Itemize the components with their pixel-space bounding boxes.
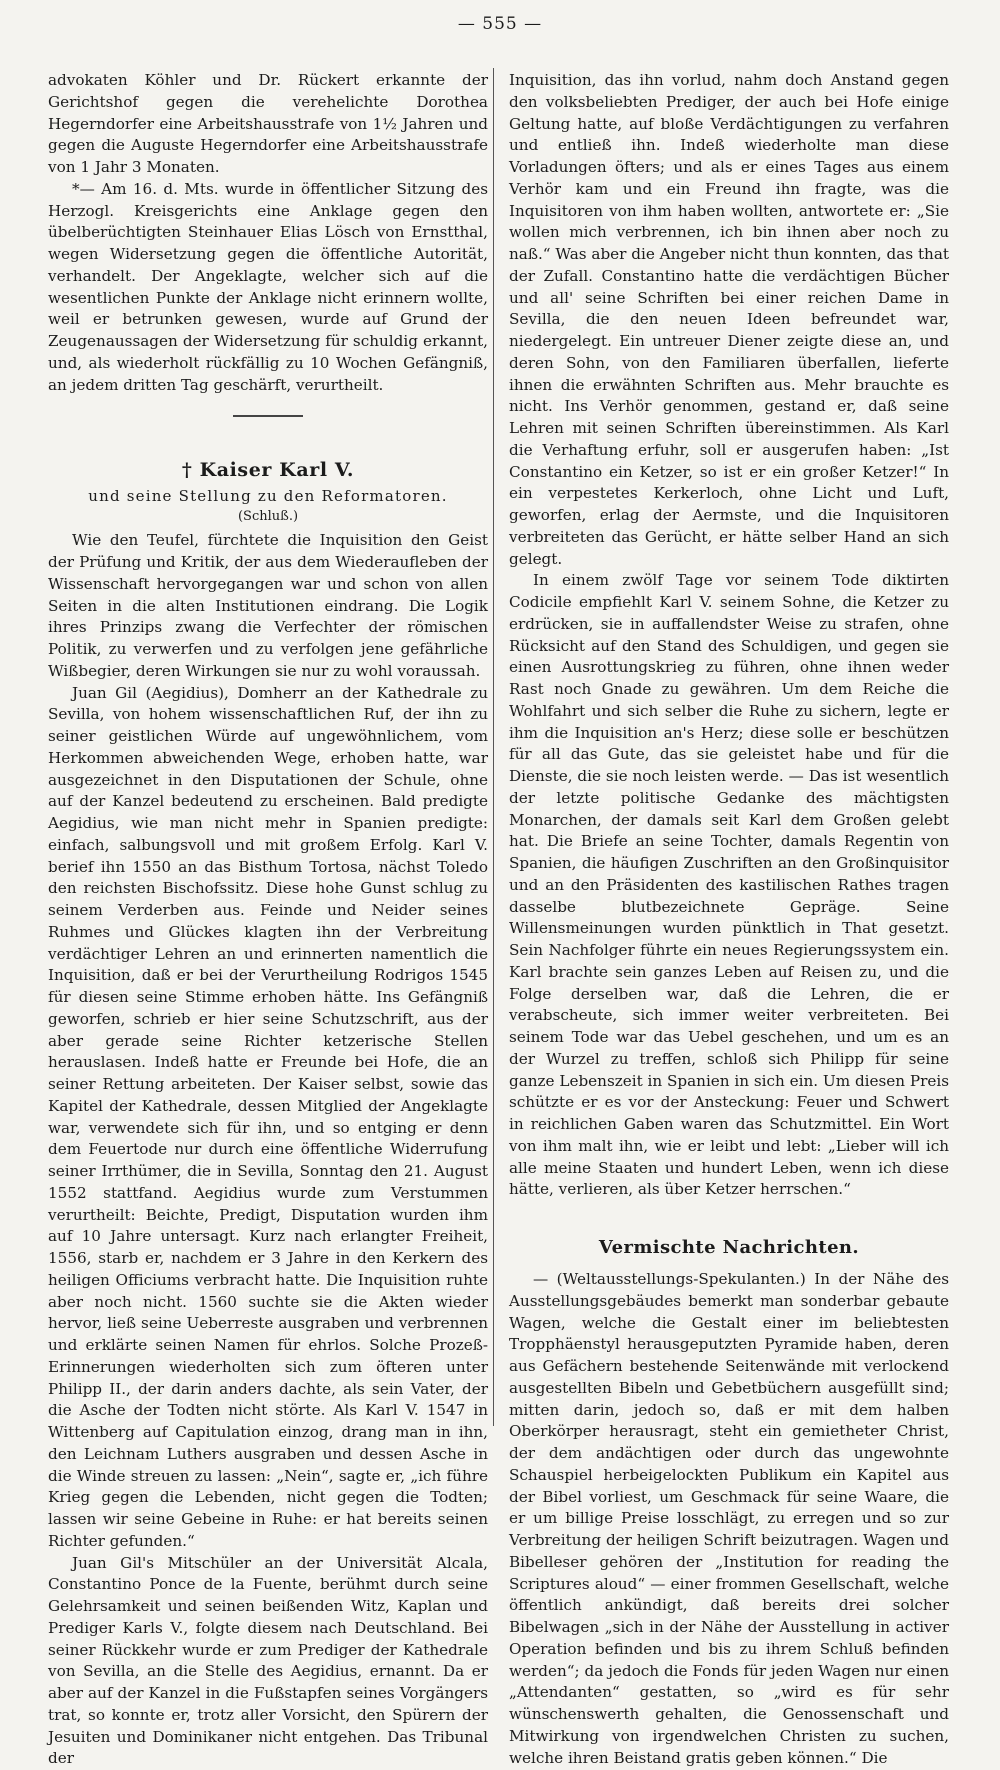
article-paragraph-juan-gil: Juan Gil (Aegidius), Domherr an der Kathedrale zu Sevilla, von hohem wissenschaftlichen Ruf, der ihn zu seiner geistlichen Würde auf ungewöhnlichem, vom Herkommen abweichenden Wege, erhoben hatte, war ausgezeichnet in den Disputationen der Schule, ohne auf der Kanzel bedeutend zu erscheinen. Bald predigte Aegidius, wie man nicht mehr in Spanien predigte: einfach, salbungsvoll und mit großem Erfolg. Karl V. berief ihn 1550 an das Bisthum Tortosa, nächst Toledo den reichsten Bischofssitz. Diese hohe Gunst schlug zu seinem Verderben aus. Feinde und Neider seines Ruhmes und Glückes klagten ihn der Verbreitung verdächtiger Lehren an und erinnerten namentlich die Inquisition, daß er bei der Verurtheilung Rodrigos 1545 für diesen seine Stimme erhoben hätte. Ins Gefängniß geworfen, schrieb er hier seine Schutzschrift, aus der aber gerade seine Richter ketzerische Stellen herauslasen. Indeß hatte er Freunde bei Hofe, die an seiner Rettung arbeiteten. Der Kaiser selbst, sowie das Kapitel der Kathedrale, dessen Mitglied der Angeklagte war, verwendete sich für ihn, und so entging er denn dem Feuertode nur durch eine öffentliche Widerrufung seiner Irrthümer, die in Sevilla, Sonntag den 21. August 1552 stattfand. Aegidius wurde zum Verstummen verurtheilt: Beichte, Predigt, Disputation wurden ihm auf 10 Jahre untersagt. Kurz nach erlangter Freiheit, 1556, starb er, nachdem er 3 Jahre in den Kerkern des heiligen Officiums verbracht hatte. Die Inquisition ruhte aber noch nicht. 1560 suchte sie die Akten wieder hervor, ließ seine Ueberreste ausgraben und verbrennen und erklärte seinen Namen für ehrlos. Solche Prozeß-Erinnerungen wiederholten sich zum öfteren unter Philipp II., der darin anders dachte, als sein Vater, der die Asche der Todten nicht störte. Als Karl V. 1547 in Wittenberg auf Capitulation einzog, drang man in ihn, den Leichnam Luthers ausgraben und dessen Asche in die Winde streuen zu lassen: „Nein“, sagte er, „ich führe Krieg gegen die Lebenden, nicht gegen die Todten; lassen wir seine Gebeine in Ruhe: er hat bereits seinen Richter gefunden.“ <box>48 683 488 1553</box>
news-paragraph-exhibition: — (Weltausstellungs-Spekulanten.) In der Nähe des Ausstellungsgebäudes bemerkt man sonderbar gebaute Wagen, welche die Gestalt einer im beliebtesten Tropphäenstyl herausgeputzten Pyramide haben, deren aus Gefächern bestehende Seitenwände mit verlockend ausgestellten Bibeln und Gebetbüchern ausgefüllt sind; mitten darin, jedoch so, daß er mit dem halben Oberkörper herausragt, steht ein gemietheter Christ, der dem andächtigen oder durch das ungewohnte Schauspiel herbeigelockten Publikum ein Kapitel aus der Bibel vorliest, um Geschmack für seine Waare, die er um billige Preise losschlägt, zu erregen und so zur Verbreitung der heiligen Schrift beizutragen. Wagen und Bibelleser gehören der „Institution for reading the Scriptures aloud“ — einer frommen Gesellschaft, welche öffentlich ankündigt, daß bereits drei solcher Bibelwagen „sich in der Nähe der Ausstellung in activer Operation befinden und bis zu ihrem Schluß befinden werden“; da jedoch die Fonds für jeden Wagen nur einen „Attendanten“ gestatten, so „wird es für sehr wünschenswerth gehalten, die Genossenschaft und Mitwirkung von irgendwelchen Christen zu suchen, welche ihren Beistand gratis geben können.“ Die <box>509 1269 949 1769</box>
court-report-losch: *— Am 16. d. Mts. wurde in öffentlicher Sitzung des Herzogl. Kreisgerichts eine Anklage gegen den übelberüchtigten Steinhauer Elias Lösch von Ernstthal, wegen Widersetzung gegen die öffentliche Autorität, verhandelt. Der Angeklagte, welcher sich auf die wesentlichen Punkte der Anklage nicht erinnern wollte, weil er betrunken gewesen, wurde auf Grund der Zeugenaussagen der Widersetzung für schuldig erkannt, und, als wiederholt rückfällig zu 10 Wochen Gefängniß, an jedem dritten Tag geschärft, verurtheilt. <box>48 179 488 397</box>
article-paragraph-constantino: Juan Gil's Mitschüler an der Universität Alcala, Constantino Ponce de la Fuente, berühmt durch seine Gelehrsamkeit und seinen beißenden Witz, Kaplan und Prediger Karls V., folgte diesem nach Deutschland. Bei seiner Rückkehr wurde er zum Prediger der Kathedrale von Sevilla, an die Stelle des Aegidius, ernannt. Da er aber auf der Kanzel in die Fußstapfen seines Vorgängers trat, so konnte er, trotz aller Vorsicht, den Spürern der Jesuiten und Dominikaner nicht entgehen. Das Tribunal der <box>48 1553 488 1770</box>
article-conclusion-note: (Schluß.) <box>48 507 488 527</box>
right-column <box>509 70 949 1769</box>
court-report-continuation: advokaten Köhler und Dr. Rückert erkannte der Gerichtshof gegen die verehelichte Dorothea Hegerndorfer eine Arbeitshausstrafe von 1½ Jahren und gegen die Auguste Hegerndorfer eine Arbeitshausstrafe von 1 Jahr 3 Monaten. <box>48 70 488 179</box>
section-divider <box>233 415 303 417</box>
article-subtitle: und seine Stellung zu den Reformatoren. <box>48 485 488 507</box>
column-divider <box>493 68 494 1426</box>
article-paragraph-inquisition: Wie den Teufel, fürchtete die Inquisition den Geist der Prüfung und Kritik, der aus dem Wiederaufleben der Wissenschaft hervorgegangen war und schon von allen Seiten in die alten Institutionen eindrang. Die Logik ihres Prinzips zwang die Verfechter der römischen Politik, zu verwerfen und zu verfolgen jene gefährliche Wißbegier, deren Wirkungen sie nur zu wohl voraussah. <box>48 530 488 682</box>
article-paragraph-constantino-cont: Inquisition, das ihn vorlud, nahm doch Anstand gegen den volksbeliebten Prediger, der auch bei Hofe einige Geltung hatte, auf bloße Verdächtigungen zu verfahren und entließ ihn. Indeß wiederholte man diese Vorladungen öfters; und als er eines Tages aus einem Verhör kam und ein Freund ihn fragte, was die Inquisitoren von ihm haben wollten, antwortete er: „Sie wollen mich verbrennen, ich bin ihnen aber noch zu naß.“ Was aber die Angeber nicht thun konnten, das that der Zufall. Constantino hatte die verdächtigen Bücher und all' seine Schriften bei einer reichen Dame in Sevilla, die den neuen Ideen befreundet war, niedergelegt. Ein untreuer Diener zeigte diese an, und deren Sohn, von den Familiaren überfallen, lieferte ihnen die erwähnten Schriften aus. Mehr brauchte es nicht. Ins Verhör genommen, gestand er, daß seine Lehren mit seinen Schriften übereinstimmen. Als Karl die Verhaftung erfuhr, soll er ausgerufen haben: „Ist Constantino ein Ketzer, so ist er ein großer Ketzer!“ In ein verpestetes Kerkerloch, ohne Licht und Luft, geworfen, erlag der Aermste, und die Inquisitoren verbreiteten das Gerücht, er hätte selber Hand an sich gelegt. <box>509 70 949 570</box>
article-paragraph-codicil: In einem zwölf Tage vor seinem Tode diktirten Codicile empfiehlt Karl V. seinem Sohne, die Ketzer zu erdrücken, sie in auffallendster Weise zu strafen, ohne Rücksicht auf den Stand des Schuldigen, und gegen sie einen Ausrottungskrieg zu führen, ohne ihnen weder Rast noch Gnade zu gewähren. Um dem Reiche die Wohlfahrt und sich selber die Ruhe zu sichern, legte er ihm die Inquisition an's Herz; diese solle er beschützen für all das Gute, das sie geleistet habe und für die Dienste, die sie noch leisten werde. — Das ist wesentlich der letzte politische Gedanke des mächtigsten Monarchen, der damals seit Karl dem Großen gelebt hat. Die Briefe an seine Tochter, damals Regentin von Spanien, die häufigen Zuschriften an den Großinquisitor und an den Präsidenten des kastilischen Rathes tragen dasselbe blutbezeichnete Gepräge. Seine Willensmeinungen wurden pünktlich in That gesetzt. Sein Nachfolger führte ein neues Regierungssystem ein. Karl brachte sein ganzes Leben auf Reisen zu, und die Folge derselben war, daß die Lehren, die er verabscheute, sich immer weiter verbreiteten. Bei seinem Tode war das Uebel geschehen, und um es an der Wurzel zu treffen, schloß sich Philipp für seine ganze Lebenszeit in Spanien in sich ein. Um diesen Preis schützte er es vor der Ansteckung: Feuer und Schwert in reichlichen Gaben waren das Schutzmittel. Ein Wort von ihm malt ihn, wie er leibt und lebt: „Lieber will ich alle meine Staaten und hundert Leben, wenn ich diese hätte, verlieren, als über Ketzer herrschen.“ <box>509 570 949 1201</box>
page-number: — 555 — <box>0 14 1000 34</box>
section-title-news: Vermischte Nachrichten. <box>509 1235 949 1261</box>
left-column <box>48 70 488 1770</box>
article-title: † Kaiser Karl V. <box>48 457 488 483</box>
